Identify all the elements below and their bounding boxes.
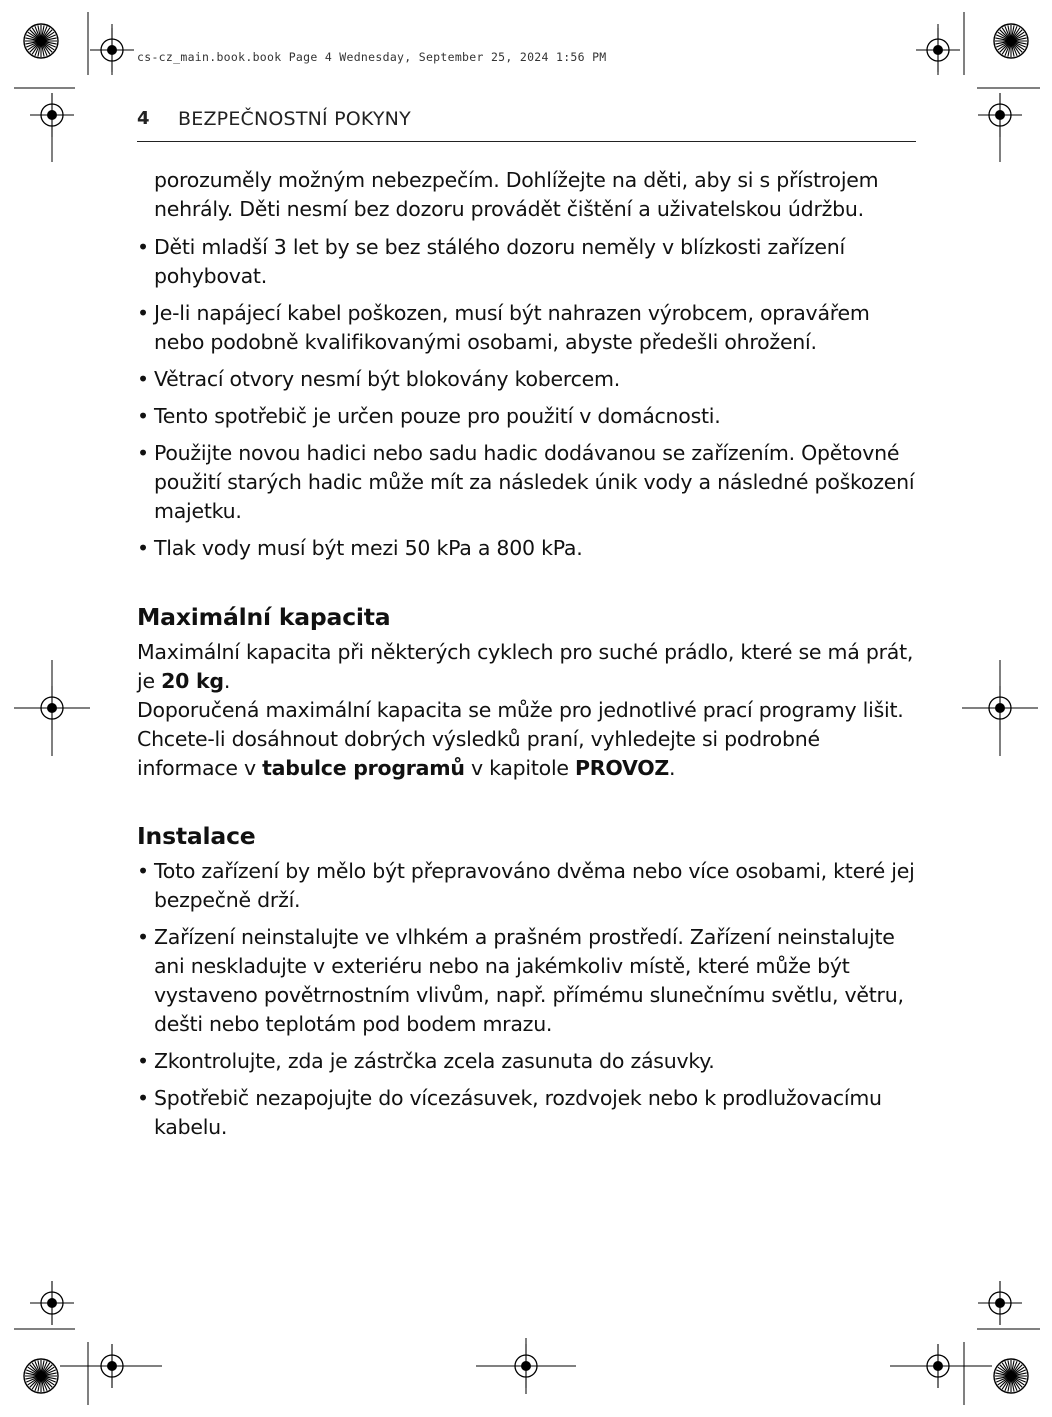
list-item: • Zkontrolujte, zda je zástrčka zcela zasunuta do zásuvky. [137,1047,922,1076]
list-item: • Tlak vody musí být mezi 50 kPa a 800 kPa. [137,534,922,563]
list-item: • Větrací otvory nesmí být blokovány kobercem. [137,365,922,394]
registration-mark [90,28,134,72]
text-run: . [223,669,231,693]
list-item: • Tento spotřebič je určen pouze pro použití v domácnosti. [137,402,922,431]
max-capacity-heading: Maximální kapacita [137,603,391,631]
installation-heading: Instalace [137,822,256,850]
page-number: 4 [137,108,150,129]
starburst-mark-bottom-left [24,1359,58,1393]
print-slug: cs-cz_main.book.book Page 4 Wednesday, September 25, 2024 1:56 PM [137,50,607,64]
text-run: Maximální kapacita při některých cyklech pro suché prádlo, které se má prát, je [137,640,914,693]
list-item: • Děti mladší 3 let by se bez stálého dozoru neměly v blízkosti zařízení pohybovat. [137,233,922,291]
registration-mark [916,1344,960,1388]
list-item: • Použijte novou hadici nebo sadu hadic dodávanou se zařízením. Opětovné použití starých hadic může mít za následek únik vody a následné poškození majetku. [137,439,922,526]
registration-mark [916,28,960,72]
registration-mark [978,1281,1022,1325]
registration-mark [30,1281,74,1325]
list-item: • Je-li napájecí kabel poškozen, musí být nahrazen výrobcem, opravářem nebo podobně kvalifikovanými osobami, abyste předešli ohrožení. [137,299,922,357]
list-item: • Toto zařízení by mělo být přepravováno dvěma nebo více osobami, které jej bezpečně drží. [137,857,922,915]
registration-mark [978,93,1022,137]
recommended-capacity-paragraph [137,696,922,783]
text-run: . [669,756,676,780]
text-run: v kapitole [464,756,576,780]
capacity-value: 20 kg [161,669,224,693]
registration-mark [90,1344,134,1388]
page-content [137,166,922,1150]
program-table-reference: tabulce programů [262,756,465,780]
starburst-mark-top-left [24,24,58,58]
text-run: Doporučená maximální kapacita se může pro jednotlivé prací programy lišit. Chcete-li dosáhnout dobrých výsledků praní, vyhledejte si podrobné informace v [137,698,904,780]
registration-mark [30,686,74,730]
intro-continuation: porozuměly možným nebezpečím. Dohlížejte na děti, aby si s přístrojem nehrály. Děti nesmí bez dozoru provádět čištění a uživatelskou údržbu. [154,168,879,221]
chapter-reference: PROVOZ [575,756,670,780]
safety-list [137,233,922,563]
registration-mark [30,93,74,137]
list-item: • Spotřebič nezapojujte do vícezásuvek, rozdvojek nebo k prodlužovacímu kabelu. [137,1084,922,1142]
starburst-mark-bottom-right [994,1359,1028,1393]
starburst-mark-top-right [994,24,1028,58]
max-capacity-paragraph [137,638,922,696]
page-header [137,108,916,142]
list-item: • Zařízení neinstalujte ve vlhkém a prašném prostředí. Zařízení neinstalujte ani neskladujte v exteriéru nebo na jakémkoliv místě, které může být vystaveno povětrnostním vlivům, např. přímému slunečnímu světlu, větru, dešti nebo teplotám pod bodem mrazu. [137,923,922,1039]
registration-mark [504,1344,548,1388]
installation-list [137,857,922,1142]
section-title: BEZPEČNOSTNÍ POKYNY [178,108,411,130]
registration-mark [978,686,1022,730]
